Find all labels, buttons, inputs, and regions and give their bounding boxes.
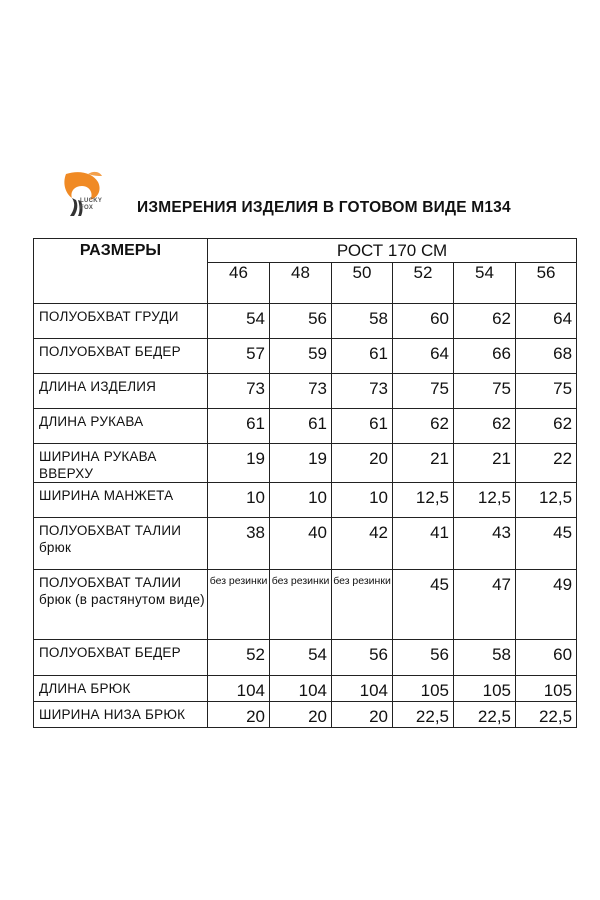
cell-value: 64 [516,304,577,339]
cell-value: 75 [516,374,577,409]
cell-value: без резинки [332,570,393,640]
cell-value: 54 [208,304,270,339]
table-row [34,570,577,640]
table-row [34,374,577,409]
cell-value: 22 [516,444,577,483]
height-group-label: РОСТ 170 СМ [208,239,577,263]
measurements-table [33,238,577,728]
cell-value: 62 [454,409,516,444]
cell-value: 40 [270,518,332,570]
table-row [34,676,577,702]
cell-value: 54 [270,640,332,676]
cell-value: 10 [270,483,332,518]
cell-value: 73 [332,374,393,409]
cell-value: 58 [454,640,516,676]
cell-value: 57 [208,339,270,374]
cell-value: 12,5 [454,483,516,518]
cell-value: 42 [332,518,393,570]
table-row [34,518,577,570]
cell-value: 47 [454,570,516,640]
cell-value: 41 [393,518,454,570]
cell-value: 22,5 [393,702,454,728]
row-label: ПОЛУОБХВАТ ТАЛИИ брюк [34,518,208,570]
cell-value: 58 [332,304,393,339]
cell-value: без резинки [270,570,332,640]
row-label: ШИРИНА НИЗА БРЮК [34,702,208,728]
row-label: ПОЛУОБХВАТ БЕДЕР [34,640,208,676]
cell-value: 60 [393,304,454,339]
cell-value: 12,5 [516,483,577,518]
table-row [34,444,577,483]
cell-value: 61 [208,409,270,444]
cell-value: 21 [393,444,454,483]
cell-value: 56 [270,304,332,339]
cell-value: 64 [393,339,454,374]
size-header: 56 [516,263,577,304]
row-label: ДЛИНА ИЗДЕЛИЯ [34,374,208,409]
cell-value: 20 [332,444,393,483]
cell-value: 20 [332,702,393,728]
cell-value: 66 [454,339,516,374]
cell-value: 104 [208,676,270,702]
cell-value: 22,5 [516,702,577,728]
cell-value: 43 [454,518,516,570]
cell-value: 104 [270,676,332,702]
corner-label: РАЗМЕРЫ [34,239,208,304]
cell-value: 104 [332,676,393,702]
cell-value: 62 [393,409,454,444]
size-header: 48 [270,263,332,304]
row-label: ПОЛУОБХВАТ БЕДЕР [34,339,208,374]
logo-text-line1: LUCKY [80,198,103,204]
cell-value: 22,5 [454,702,516,728]
table-row [34,304,577,339]
cell-value: 10 [332,483,393,518]
cell-value: 59 [270,339,332,374]
cell-value: 68 [516,339,577,374]
table-row [34,339,577,374]
cell-value: 60 [516,640,577,676]
row-label: ШИРИНА МАНЖЕТА [34,483,208,518]
cell-value: 105 [454,676,516,702]
cell-value: 12,5 [393,483,454,518]
brand-logo [58,168,112,220]
row-label: ДЛИНА БРЮК [34,676,208,702]
fox-logo-icon [58,168,112,220]
cell-value: 73 [270,374,332,409]
size-header: 50 [332,263,393,304]
cell-value: 52 [208,640,270,676]
size-header: 46 [208,263,270,304]
cell-value: 21 [454,444,516,483]
size-header: 52 [393,263,454,304]
cell-value: 49 [516,570,577,640]
cell-value: 105 [516,676,577,702]
table-row [34,483,577,518]
cell-value: 19 [270,444,332,483]
cell-value: 62 [454,304,516,339]
cell-value: 10 [208,483,270,518]
cell-value: 73 [208,374,270,409]
row-label: ПОЛУОБХВАТ ТАЛИИ брюк (в растянутом виде) [34,570,208,640]
cell-value: 20 [270,702,332,728]
cell-value: 62 [516,409,577,444]
table-row [34,640,577,676]
cell-value: 75 [454,374,516,409]
row-label: ДЛИНА РУКАВА [34,409,208,444]
cell-value: 61 [332,339,393,374]
cell-value: без резинки [208,570,270,640]
cell-value: 20 [208,702,270,728]
cell-value: 56 [393,640,454,676]
row-label: ШИРИНА РУКАВА ВВЕРХУ [34,444,208,483]
table-row [34,702,577,728]
cell-value: 105 [393,676,454,702]
cell-value: 45 [393,570,454,640]
page-title: ИЗМЕРЕНИЯ ИЗДЕЛИЯ В ГОТОВОМ ВИДЕ М134 [137,199,511,216]
table-row [34,409,577,444]
header-row-group [34,239,577,263]
cell-value: 75 [393,374,454,409]
logo-text-line2: FOX [80,205,94,211]
cell-value: 19 [208,444,270,483]
cell-value: 61 [270,409,332,444]
cell-value: 38 [208,518,270,570]
row-label: ПОЛУОБХВАТ ГРУДИ [34,304,208,339]
cell-value: 56 [332,640,393,676]
cell-value: 45 [516,518,577,570]
size-header: 54 [454,263,516,304]
cell-value: 61 [332,409,393,444]
